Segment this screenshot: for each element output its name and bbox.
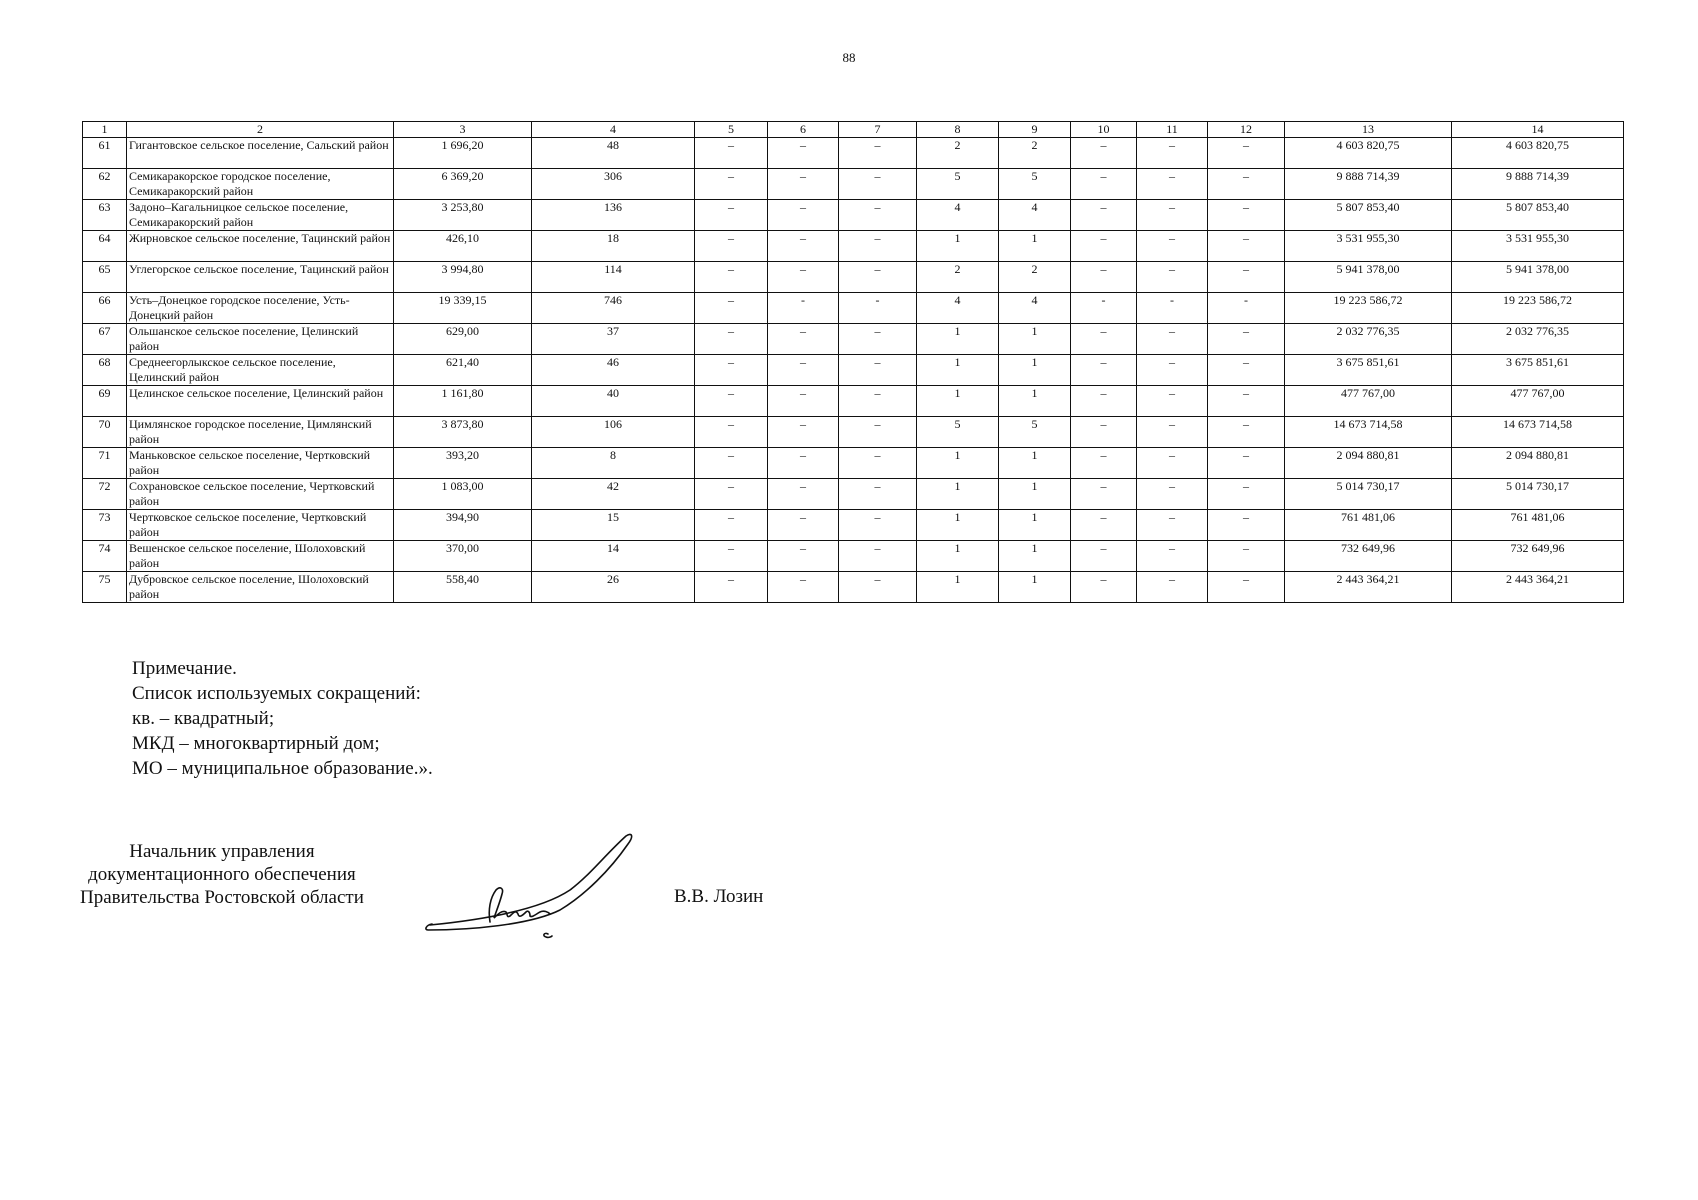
value-cell: 3 531 955,30 bbox=[1452, 231, 1624, 262]
value-cell: 2 bbox=[999, 262, 1071, 293]
value-cell: 4 bbox=[917, 293, 999, 324]
value-cell: – bbox=[768, 324, 839, 355]
signer-title-line: Правительства Ростовской области bbox=[80, 887, 364, 908]
value-cell: – bbox=[1071, 200, 1137, 231]
value-cell: 14 673 714,58 bbox=[1285, 417, 1452, 448]
row-number-cell: 63 bbox=[83, 200, 127, 231]
value-cell: – bbox=[695, 138, 768, 169]
value-cell: 1 bbox=[917, 479, 999, 510]
row-number-cell: 65 bbox=[83, 262, 127, 293]
value-cell: – bbox=[1071, 510, 1137, 541]
value-cell: 5 807 853,40 bbox=[1452, 200, 1624, 231]
value-cell: – bbox=[1208, 169, 1285, 200]
signer-title-line: документационного обеспечения bbox=[88, 864, 356, 885]
value-cell: – bbox=[695, 324, 768, 355]
value-cell: 1 bbox=[917, 231, 999, 262]
value-cell: – bbox=[768, 262, 839, 293]
value-cell: 15 bbox=[532, 510, 695, 541]
value-cell: 370,00 bbox=[394, 541, 532, 572]
value-cell: 2 443 364,21 bbox=[1452, 572, 1624, 603]
row-number-cell: 72 bbox=[83, 479, 127, 510]
row-number-cell: 62 bbox=[83, 169, 127, 200]
column-header: 9 bbox=[999, 122, 1071, 138]
row-number-cell: 67 bbox=[83, 324, 127, 355]
value-cell: 2 094 880,81 bbox=[1452, 448, 1624, 479]
table-row bbox=[83, 510, 1624, 541]
value-cell: 5 807 853,40 bbox=[1285, 200, 1452, 231]
value-cell: 5 bbox=[917, 417, 999, 448]
value-cell: – bbox=[1071, 169, 1137, 200]
value-cell: – bbox=[1071, 138, 1137, 169]
value-cell: 19 339,15 bbox=[394, 293, 532, 324]
column-header: 8 bbox=[917, 122, 999, 138]
value-cell: – bbox=[1137, 169, 1208, 200]
value-cell: – bbox=[1137, 572, 1208, 603]
value-cell: 4 bbox=[999, 293, 1071, 324]
value-cell: – bbox=[839, 200, 917, 231]
value-cell: 1 bbox=[999, 510, 1071, 541]
value-cell: – bbox=[1137, 138, 1208, 169]
value-cell: – bbox=[839, 448, 917, 479]
value-cell: - bbox=[768, 293, 839, 324]
value-cell: 1 bbox=[917, 324, 999, 355]
value-cell: 393,20 bbox=[394, 448, 532, 479]
value-cell: – bbox=[839, 324, 917, 355]
row-number-cell: 69 bbox=[83, 386, 127, 417]
value-cell: 306 bbox=[532, 169, 695, 200]
value-cell: – bbox=[695, 386, 768, 417]
value-cell: 5 941 378,00 bbox=[1452, 262, 1624, 293]
value-cell: – bbox=[1208, 386, 1285, 417]
value-cell: – bbox=[695, 510, 768, 541]
value-cell: - bbox=[839, 293, 917, 324]
value-cell: 1 bbox=[999, 572, 1071, 603]
value-cell: 2 094 880,81 bbox=[1285, 448, 1452, 479]
table-body bbox=[83, 138, 1624, 603]
table-row bbox=[83, 386, 1624, 417]
value-cell: – bbox=[1071, 479, 1137, 510]
table-row bbox=[83, 541, 1624, 572]
value-cell: 1 bbox=[999, 448, 1071, 479]
value-cell: 8 bbox=[532, 448, 695, 479]
value-cell: 621,40 bbox=[394, 355, 532, 386]
value-cell: 1 696,20 bbox=[394, 138, 532, 169]
value-cell: – bbox=[768, 479, 839, 510]
value-cell: 558,40 bbox=[394, 572, 532, 603]
value-cell: – bbox=[768, 417, 839, 448]
abbreviation-line: кв. – квадратный; bbox=[132, 708, 275, 729]
value-cell: 746 bbox=[532, 293, 695, 324]
row-number-cell: 70 bbox=[83, 417, 127, 448]
settlement-name-cell: Вешенское сельское поселение, Шолоховский район bbox=[127, 541, 394, 572]
column-header: 12 bbox=[1208, 122, 1285, 138]
value-cell: – bbox=[1208, 262, 1285, 293]
column-header: 2 bbox=[127, 122, 394, 138]
value-cell: 1 bbox=[917, 355, 999, 386]
column-header: 11 bbox=[1137, 122, 1208, 138]
value-cell: 2 bbox=[917, 262, 999, 293]
settlement-name-cell: Ольшанское сельское поселение, Целинский район bbox=[127, 324, 394, 355]
row-number-cell: 73 bbox=[83, 510, 127, 541]
value-cell: 4 bbox=[917, 200, 999, 231]
table-row bbox=[83, 200, 1624, 231]
value-cell: – bbox=[1137, 479, 1208, 510]
value-cell: 114 bbox=[532, 262, 695, 293]
value-cell: 5 bbox=[999, 417, 1071, 448]
value-cell: – bbox=[695, 262, 768, 293]
value-cell: – bbox=[768, 355, 839, 386]
value-cell: 42 bbox=[532, 479, 695, 510]
value-cell: 19 223 586,72 bbox=[1285, 293, 1452, 324]
value-cell: 5 bbox=[999, 169, 1071, 200]
value-cell: 1 bbox=[999, 386, 1071, 417]
value-cell: – bbox=[1071, 262, 1137, 293]
value-cell: 18 bbox=[532, 231, 695, 262]
value-cell: 5 941 378,00 bbox=[1285, 262, 1452, 293]
settlement-name-cell: Целинское сельское поселение, Целинский район bbox=[127, 386, 394, 417]
value-cell: 1 083,00 bbox=[394, 479, 532, 510]
value-cell: 394,90 bbox=[394, 510, 532, 541]
value-cell: 629,00 bbox=[394, 324, 532, 355]
value-cell: 1 bbox=[917, 572, 999, 603]
value-cell: – bbox=[768, 448, 839, 479]
value-cell: – bbox=[695, 417, 768, 448]
value-cell: 4 603 820,75 bbox=[1285, 138, 1452, 169]
value-cell: – bbox=[1208, 417, 1285, 448]
value-cell: – bbox=[768, 572, 839, 603]
settlement-name-cell: Дубровское сельское поселение, Шолоховский район bbox=[127, 572, 394, 603]
value-cell: 477 767,00 bbox=[1285, 386, 1452, 417]
settlement-name-cell: Цимлянское городское поселение, Цимлянский район bbox=[127, 417, 394, 448]
value-cell: – bbox=[839, 169, 917, 200]
column-header: 3 bbox=[394, 122, 532, 138]
value-cell: – bbox=[1137, 355, 1208, 386]
table-row bbox=[83, 293, 1624, 324]
value-cell: – bbox=[1208, 324, 1285, 355]
value-cell: 1 bbox=[999, 541, 1071, 572]
value-cell: 1 bbox=[917, 541, 999, 572]
settlement-name-cell: Усть–Донецкое городское поселение, Усть-Донецкий район bbox=[127, 293, 394, 324]
column-header: 7 bbox=[839, 122, 917, 138]
value-cell: 761 481,06 bbox=[1285, 510, 1452, 541]
value-cell: – bbox=[1208, 541, 1285, 572]
value-cell: 3 873,80 bbox=[394, 417, 532, 448]
value-cell: 48 bbox=[532, 138, 695, 169]
value-cell: 3 994,80 bbox=[394, 262, 532, 293]
value-cell: – bbox=[1208, 572, 1285, 603]
value-cell: 9 888 714,39 bbox=[1452, 169, 1624, 200]
row-number-cell: 71 bbox=[83, 448, 127, 479]
note-title: Примечание. bbox=[132, 658, 237, 679]
value-cell: 14 673 714,58 bbox=[1452, 417, 1624, 448]
settlement-name-cell: Семикаракорское городское поселение, Семикаракорский район bbox=[127, 169, 394, 200]
value-cell: – bbox=[695, 479, 768, 510]
row-number-cell: 64 bbox=[83, 231, 127, 262]
value-cell: 3 675 851,61 bbox=[1285, 355, 1452, 386]
column-header: 5 bbox=[695, 122, 768, 138]
value-cell: 2 032 776,35 bbox=[1285, 324, 1452, 355]
value-cell: 14 bbox=[532, 541, 695, 572]
value-cell: – bbox=[695, 448, 768, 479]
value-cell: – bbox=[839, 262, 917, 293]
value-cell: 46 bbox=[532, 355, 695, 386]
signer-title bbox=[80, 840, 364, 909]
value-cell: 2 bbox=[917, 138, 999, 169]
value-cell: 4 bbox=[999, 200, 1071, 231]
value-cell: – bbox=[1071, 572, 1137, 603]
value-cell: 4 603 820,75 bbox=[1452, 138, 1624, 169]
row-number-cell: 61 bbox=[83, 138, 127, 169]
signer-name: В.В. Лозин bbox=[674, 886, 764, 907]
value-cell: 1 161,80 bbox=[394, 386, 532, 417]
column-header: 13 bbox=[1285, 122, 1452, 138]
table-row bbox=[83, 169, 1624, 200]
value-cell: – bbox=[1071, 355, 1137, 386]
value-cell: – bbox=[839, 355, 917, 386]
row-number-cell: 75 bbox=[83, 572, 127, 603]
value-cell: 732 649,96 bbox=[1452, 541, 1624, 572]
value-cell: – bbox=[695, 169, 768, 200]
settlement-name-cell: Углегорское сельское поселение, Тацинский район bbox=[127, 262, 394, 293]
value-cell: – bbox=[1137, 262, 1208, 293]
value-cell: 2 bbox=[999, 138, 1071, 169]
value-cell: 426,10 bbox=[394, 231, 532, 262]
value-cell: – bbox=[839, 541, 917, 572]
value-cell: – bbox=[1208, 231, 1285, 262]
value-cell: 6 369,20 bbox=[394, 169, 532, 200]
value-cell: 3 531 955,30 bbox=[1285, 231, 1452, 262]
value-cell: – bbox=[1071, 417, 1137, 448]
value-cell: 37 bbox=[532, 324, 695, 355]
handwritten-signature bbox=[420, 830, 660, 940]
value-cell: 5 014 730,17 bbox=[1285, 479, 1452, 510]
value-cell: 9 888 714,39 bbox=[1285, 169, 1452, 200]
value-cell: – bbox=[1071, 541, 1137, 572]
value-cell: – bbox=[839, 510, 917, 541]
value-cell: 3 675 851,61 bbox=[1452, 355, 1624, 386]
row-number-cell: 66 bbox=[83, 293, 127, 324]
value-cell: – bbox=[695, 200, 768, 231]
value-cell: 2 443 364,21 bbox=[1285, 572, 1452, 603]
value-cell: – bbox=[768, 386, 839, 417]
value-cell: – bbox=[1137, 200, 1208, 231]
value-cell: – bbox=[768, 138, 839, 169]
value-cell: – bbox=[1137, 448, 1208, 479]
value-cell: - bbox=[1137, 293, 1208, 324]
value-cell: – bbox=[1137, 324, 1208, 355]
value-cell: – bbox=[1208, 200, 1285, 231]
value-cell: 136 bbox=[532, 200, 695, 231]
value-cell: – bbox=[695, 572, 768, 603]
value-cell: 1 bbox=[999, 324, 1071, 355]
value-cell: 1 bbox=[917, 448, 999, 479]
table-row bbox=[83, 479, 1624, 510]
column-header: 4 bbox=[532, 122, 695, 138]
table-row bbox=[83, 417, 1624, 448]
value-cell: – bbox=[1137, 510, 1208, 541]
value-cell: 19 223 586,72 bbox=[1452, 293, 1624, 324]
table-row bbox=[83, 138, 1624, 169]
value-cell: – bbox=[695, 293, 768, 324]
table-row bbox=[83, 572, 1624, 603]
abbreviation-line: МО – муниципальное образование.». bbox=[132, 758, 433, 779]
abbreviation-line: МКД – многоквартирный дом; bbox=[132, 733, 380, 754]
value-cell: – bbox=[1208, 448, 1285, 479]
settlement-name-cell: Задоно–Кагальницкое сельское поселение, Семикаракорский район bbox=[127, 200, 394, 231]
value-cell: – bbox=[1071, 231, 1137, 262]
value-cell: – bbox=[1137, 386, 1208, 417]
settlement-name-cell: Жирновское сельское поселение, Тацинский район bbox=[127, 231, 394, 262]
value-cell: – bbox=[1208, 355, 1285, 386]
value-cell: – bbox=[695, 355, 768, 386]
value-cell: – bbox=[768, 541, 839, 572]
value-cell: 106 bbox=[532, 417, 695, 448]
value-cell: - bbox=[1071, 293, 1137, 324]
value-cell: – bbox=[1071, 324, 1137, 355]
row-number-cell: 74 bbox=[83, 541, 127, 572]
value-cell: 1 bbox=[999, 479, 1071, 510]
value-cell: – bbox=[1137, 231, 1208, 262]
value-cell: 1 bbox=[917, 386, 999, 417]
column-header: 14 bbox=[1452, 122, 1624, 138]
value-cell: – bbox=[768, 231, 839, 262]
settlement-name-cell: Сохрановское сельское поселение, Чертковский район bbox=[127, 479, 394, 510]
value-cell: – bbox=[839, 417, 917, 448]
value-cell: – bbox=[1137, 541, 1208, 572]
page-number: 88 bbox=[842, 50, 856, 65]
header-row bbox=[83, 122, 1624, 138]
value-cell: – bbox=[1071, 386, 1137, 417]
value-cell: 761 481,06 bbox=[1452, 510, 1624, 541]
value-cell: 477 767,00 bbox=[1452, 386, 1624, 417]
signer-title-line: Начальник управления bbox=[129, 841, 315, 862]
settlement-name-cell: Чертковское сельское поселение, Чертковский район bbox=[127, 510, 394, 541]
settlement-name-cell: Гигантовское сельское поселение, Сальский район bbox=[127, 138, 394, 169]
value-cell: – bbox=[1071, 448, 1137, 479]
value-cell: – bbox=[839, 572, 917, 603]
value-cell: – bbox=[768, 510, 839, 541]
column-header: 10 bbox=[1071, 122, 1137, 138]
value-cell: 26 bbox=[532, 572, 695, 603]
value-cell: – bbox=[839, 231, 917, 262]
value-cell: – bbox=[839, 479, 917, 510]
value-cell: – bbox=[839, 386, 917, 417]
value-cell: – bbox=[1208, 138, 1285, 169]
value-cell: 1 bbox=[999, 231, 1071, 262]
value-cell: – bbox=[695, 541, 768, 572]
table-row bbox=[83, 324, 1624, 355]
value-cell: – bbox=[768, 169, 839, 200]
value-cell: – bbox=[768, 200, 839, 231]
value-cell: 1 bbox=[917, 510, 999, 541]
column-header: 1 bbox=[83, 122, 127, 138]
table-row bbox=[83, 262, 1624, 293]
value-cell: – bbox=[839, 138, 917, 169]
abbreviations-heading: Список используемых сокращений: bbox=[132, 683, 421, 704]
value-cell: – bbox=[1208, 479, 1285, 510]
table-row bbox=[83, 355, 1624, 386]
value-cell: – bbox=[1208, 510, 1285, 541]
value-cell: – bbox=[695, 231, 768, 262]
value-cell: 2 032 776,35 bbox=[1452, 324, 1624, 355]
value-cell: – bbox=[1137, 417, 1208, 448]
value-cell: 3 253,80 bbox=[394, 200, 532, 231]
row-number-cell: 68 bbox=[83, 355, 127, 386]
data-table bbox=[82, 121, 1624, 603]
value-cell: - bbox=[1208, 293, 1285, 324]
note-block bbox=[132, 656, 433, 781]
value-cell: 5 bbox=[917, 169, 999, 200]
table-row bbox=[83, 231, 1624, 262]
table-row bbox=[83, 448, 1624, 479]
column-header: 6 bbox=[768, 122, 839, 138]
value-cell: 40 bbox=[532, 386, 695, 417]
value-cell: 1 bbox=[999, 355, 1071, 386]
value-cell: 5 014 730,17 bbox=[1452, 479, 1624, 510]
settlement-name-cell: Среднеегорлыкское сельское поселение, Целинский район bbox=[127, 355, 394, 386]
value-cell: 732 649,96 bbox=[1285, 541, 1452, 572]
settlement-name-cell: Маньковское сельское поселение, Чертковский район bbox=[127, 448, 394, 479]
